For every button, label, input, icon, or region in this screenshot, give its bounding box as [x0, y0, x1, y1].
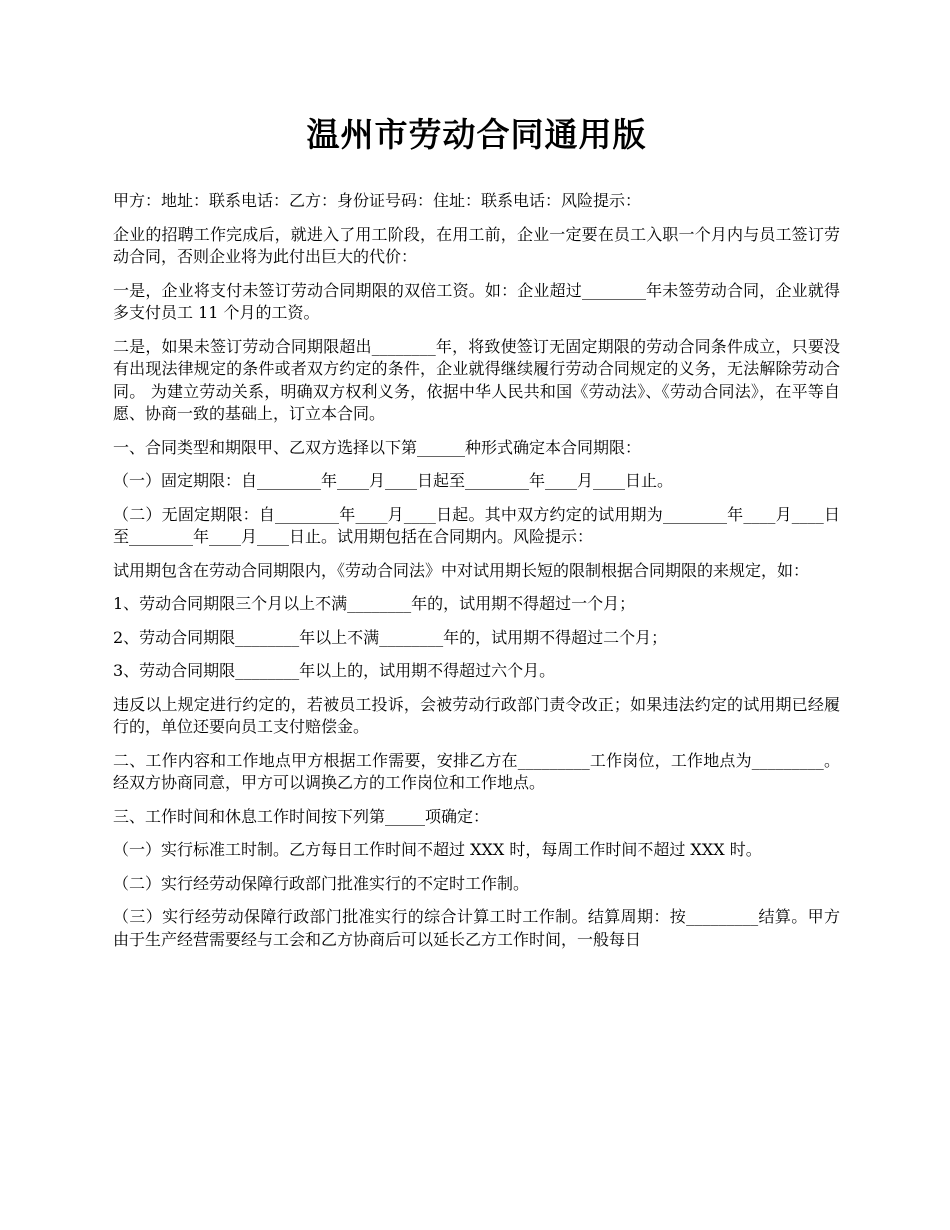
paragraph-probation-rule-2: 2、劳动合同期限________年以上不满________年的，试用期不得超过二个月； [113, 627, 668, 647]
paragraph-flexible-hours: （二）实行经劳动保障行政部门批准实行的不定时工作制。 [113, 873, 530, 893]
paragraph-open-term: （二）无固定期限：自________年____月____日起。其中双方约定的试用期为________年____月____日至________年____月____日止。试用期包括在合同期内。风险提示： [113, 504, 840, 546]
paragraph-comprehensive-hours: （三）实行经劳动保障行政部门批准实行的综合计算工时工作制。结算周期：按_________结算。甲方由于生产经营需要经与工会和乙方协商后可以延长乙方工作时间，一般每日 [113, 907, 840, 949]
paragraph-parties: 甲方：地址：联系电话：乙方：身份证号码：住址：联系电话：风险提示： [113, 191, 642, 210]
paragraph-violation: 违反以上规定进行约定的，若被员工投诉，会被劳动行政部门责令改正；如果违法约定的试用期已经履行的，单位还要向员工支付赔偿金。 [113, 694, 840, 736]
paragraph-probation-note: 试用期包含在劳动合同期限内，《劳动合同法》中对试用期长短的限制根据合同期限的来规定，如： [113, 560, 810, 580]
paragraph-work-time: 三、工作时间和休息工作时间按下列第_____项确定： [113, 806, 490, 826]
paragraph-fixed-term: （一）固定期限：自________年____月____日起至________年____月____日止。 [113, 471, 674, 490]
paragraph-probation-rule-3: 3、劳动合同期限________年以上的，试用期不得超过六个月。 [113, 661, 556, 680]
paragraph-risk-one: 一是，企业将支付未签订劳动合同期限的双倍工资。如：企业超过________年未签劳动合同，企业就得多支付员工 11 个月的工资。 [113, 280, 840, 322]
paragraph-intro: 企业的招聘工作完成后，就进入了用工阶段，在用工前，企业一定要在员工入职一个月内与员工签订劳动合同，否则企业将为此付出巨大的代价： [113, 224, 840, 266]
paragraph-risk-two: 二是，如果未签订劳动合同期限超出________年，将致使签订无固定期限的劳动合同条件成立，只要没有出现法律规定的条件或者双方约定的条件，企业就得继续履行劳动合同规定的义务，无法解除劳动合同。 为建立劳动关系，明确双方权利义务，依据中华人民共和国《劳动法》、《劳动合同法》，在平等自愿、协商一致的基础上，订立本合同。 [113, 336, 840, 423]
paragraph-work-content: 二、工作内容和工作地点甲方根据工作需要，安排乙方在_________工作岗位，工作地点为_________。经双方协商同意，甲方可以调换乙方的工作岗位和工作地点。 [113, 750, 840, 792]
paragraph-standard-hours: （一）实行标准工时制。乙方每日工作时间不超过 XXX 时，每周工作时间不超过 XXX 时。 [113, 840, 762, 859]
document-title: 温州市劳动合同通用版 [306, 115, 647, 154]
document-page [113, 112, 840, 962]
paragraph-contract-type: 一、合同类型和期限甲、乙双方选择以下第______种形式确定本合同期限： [113, 437, 642, 457]
paragraph-probation-rule-1: 1、劳动合同期限三个月以上不满________年的，试用期不得超过一个月； [113, 594, 636, 613]
